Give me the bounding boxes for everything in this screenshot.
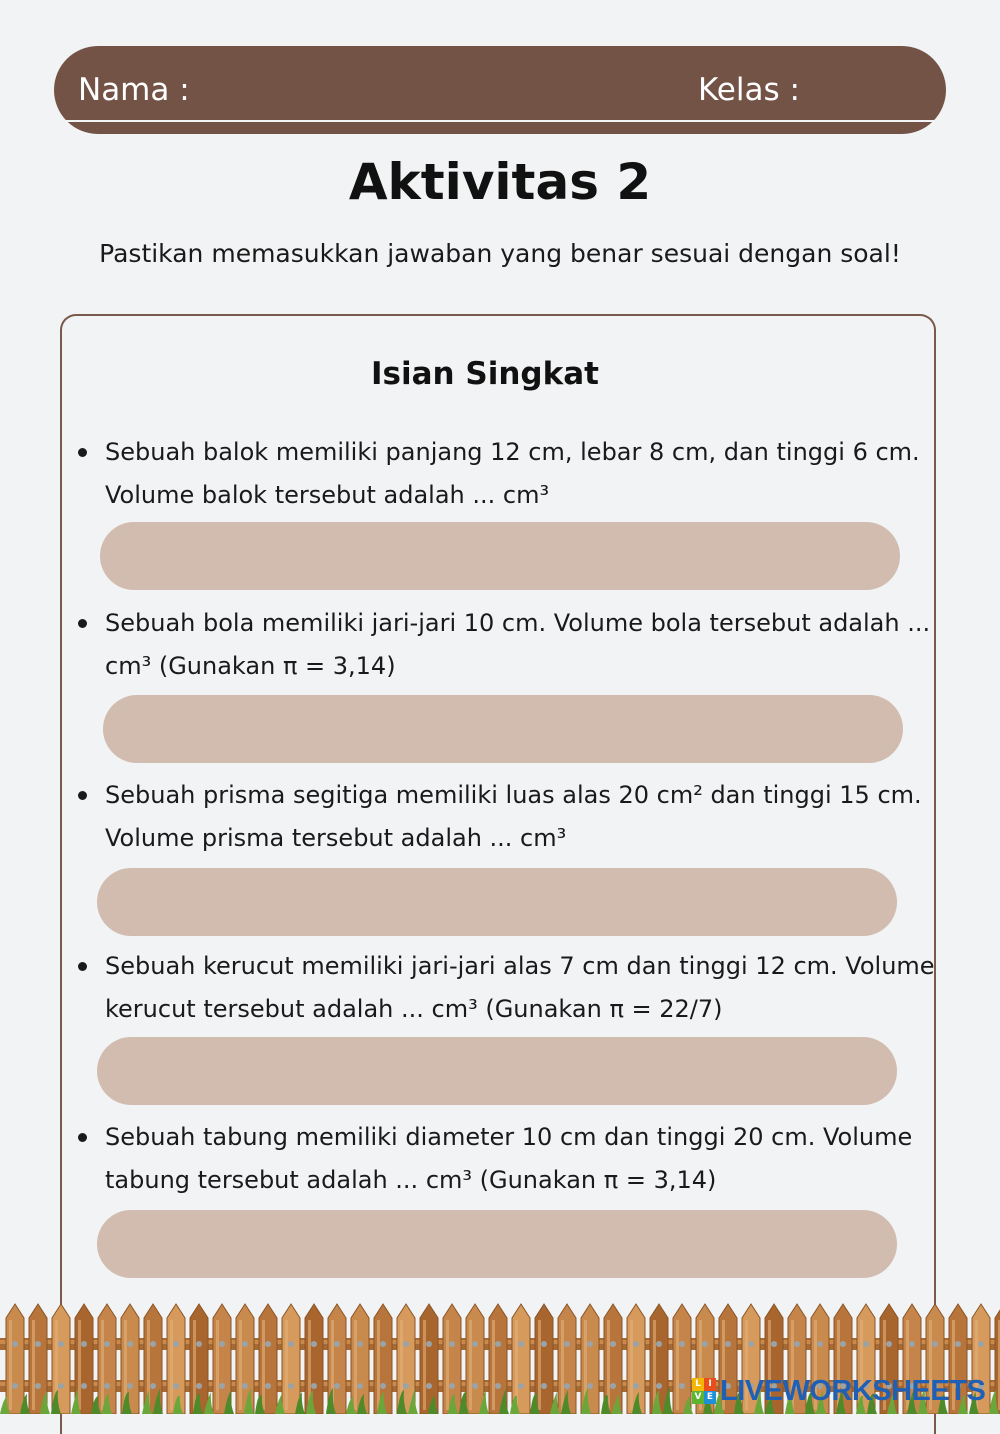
fence-nail (587, 1341, 593, 1347)
fence-nail (12, 1341, 18, 1347)
fence-nail (426, 1383, 432, 1389)
question-text: Sebuah tabung memiliki diameter 10 cm dan tinggi 20 cm. Volume tabung tersebut adalah ... cm³ (Gunakan π = 3,14) (105, 1123, 913, 1194)
fence-picket-highlight (32, 1320, 35, 1410)
fence-picket (627, 1304, 645, 1414)
fence-nail (656, 1383, 662, 1389)
fence-nail (380, 1341, 386, 1347)
fence-picket-highlight (216, 1320, 219, 1410)
section-title: Isian Singkat (371, 356, 599, 392)
fence-picket-highlight (170, 1320, 173, 1410)
fence-nail (932, 1341, 938, 1347)
fence-nail (449, 1383, 455, 1389)
question-text: Sebuah kerucut memiliki jari-jari alas 7 cm dan tinggi 12 cm. Volume kerucut tersebut adalah ... cm³ (Gunakan π = 22/7) (105, 952, 935, 1023)
fence-picket-highlight (239, 1320, 242, 1410)
question-item (78, 774, 948, 860)
answer-input-2[interactable] (103, 695, 903, 763)
fence-nail (725, 1341, 731, 1347)
answer-input-4[interactable] (97, 1037, 897, 1105)
fence-nail (472, 1341, 478, 1347)
page-title: Aktivitas 2 (348, 153, 652, 211)
fence-picket (420, 1304, 438, 1414)
fence-nail (242, 1341, 248, 1347)
name-label: Nama : (78, 72, 190, 108)
fence-nail (357, 1383, 363, 1389)
fence-nail (794, 1341, 800, 1347)
question-item (78, 1116, 948, 1202)
fence-picket-highlight (354, 1320, 357, 1410)
fence-picket-highlight (538, 1320, 541, 1410)
fence-nail (104, 1383, 110, 1389)
fence-nail (587, 1383, 593, 1389)
fence-picket (121, 1304, 139, 1414)
fence-nail (955, 1341, 961, 1347)
fence-picket (236, 1304, 254, 1414)
fence-picket-highlight (469, 1320, 472, 1410)
liveworksheets-watermark (692, 1374, 985, 1408)
fence-picket (167, 1304, 185, 1414)
fence-nail (702, 1341, 708, 1347)
fence-nail (173, 1341, 179, 1347)
fence-picket-highlight (285, 1320, 288, 1410)
fence-picket (466, 1304, 484, 1414)
fence-nail (242, 1383, 248, 1389)
question-text: Sebuah balok memiliki panjang 12 cm, lebar 8 cm, dan tinggi 6 cm. Volume balok tersebut adalah ... cm³ (105, 438, 920, 509)
fence-picket (305, 1304, 323, 1414)
fence-nail (403, 1341, 409, 1347)
fence-nail (196, 1383, 202, 1389)
fence-nail (748, 1341, 754, 1347)
fence-picket-highlight (676, 1320, 679, 1410)
fence-nail (12, 1383, 18, 1389)
fence-picket (535, 1304, 553, 1414)
fence-nail (495, 1383, 501, 1389)
question-text: Sebuah prisma segitiga memiliki luas alas 20 cm² dan tinggi 15 cm. Volume prisma tersebut adalah ... cm³ (105, 781, 922, 852)
fence-nail (679, 1383, 685, 1389)
fence-picket (673, 1304, 691, 1414)
fence-picket-highlight (653, 1320, 656, 1410)
fence-nail (311, 1341, 317, 1347)
fence-nail (288, 1341, 294, 1347)
class-label: Kelas : (698, 72, 800, 108)
fence-nail (541, 1383, 547, 1389)
fence-nail (564, 1383, 570, 1389)
answer-input-5[interactable] (97, 1210, 897, 1278)
question-item (78, 431, 948, 517)
fence-nail (380, 1383, 386, 1389)
bullet-icon (78, 619, 87, 628)
fence-nail (771, 1341, 777, 1347)
fence-nail (633, 1383, 639, 1389)
fence-nail (35, 1383, 41, 1389)
fence-nail (610, 1341, 616, 1347)
fence-nail (58, 1383, 64, 1389)
fence-nail (219, 1383, 225, 1389)
fence-nail (426, 1341, 432, 1347)
fence-picket (351, 1304, 369, 1414)
fence-picket-highlight (561, 1320, 564, 1410)
fence-nail (656, 1341, 662, 1347)
fence-nail (978, 1341, 984, 1347)
fence-nail (564, 1341, 570, 1347)
fence-nail (334, 1383, 340, 1389)
fence-nail (840, 1341, 846, 1347)
fence-nail (403, 1383, 409, 1389)
fence-nail (633, 1341, 639, 1347)
fence-picket-highlight (262, 1320, 265, 1410)
fence-nail (449, 1341, 455, 1347)
fence-picket-highlight (78, 1320, 81, 1410)
fence-nail (104, 1341, 110, 1347)
fence-nail (334, 1341, 340, 1347)
fence-nail (909, 1341, 915, 1347)
fence-picket-highlight (630, 1320, 633, 1410)
fence-nail (518, 1341, 524, 1347)
question-item (78, 602, 948, 688)
fence-picket-highlight (423, 1320, 426, 1410)
fence-nail (81, 1341, 87, 1347)
fence-nail (886, 1341, 892, 1347)
liveworksheets-logo-icon: L I V E (692, 1378, 716, 1404)
fence-nail (357, 1341, 363, 1347)
fence-nail (150, 1341, 156, 1347)
header-divider (62, 120, 938, 122)
fence-picket-highlight (9, 1320, 12, 1410)
fence-nail (35, 1341, 41, 1347)
fence-picket (650, 1304, 668, 1414)
bullet-icon (78, 791, 87, 800)
fence-picket-highlight (446, 1320, 449, 1410)
fence-picket-highlight (193, 1320, 196, 1410)
fence-nail (219, 1341, 225, 1347)
fence-nail (863, 1341, 869, 1347)
fence-picket (282, 1304, 300, 1414)
fence-nail (518, 1383, 524, 1389)
fence-nail (127, 1341, 133, 1347)
answer-input-1[interactable] (100, 522, 900, 590)
fence-nail (58, 1341, 64, 1347)
bullet-icon (78, 962, 87, 971)
fence-nail (265, 1383, 271, 1389)
fence-nail (288, 1383, 294, 1389)
fence-picket (6, 1304, 24, 1414)
bullet-icon (78, 1133, 87, 1142)
fence-nail (679, 1341, 685, 1347)
fence-picket-highlight (377, 1320, 380, 1410)
fence-nail (311, 1383, 317, 1389)
fence-nail (81, 1383, 87, 1389)
fence-nail (173, 1383, 179, 1389)
answer-input-3[interactable] (97, 868, 897, 936)
fence-nail (495, 1341, 501, 1347)
fence-nail (150, 1383, 156, 1389)
fence-nail (541, 1341, 547, 1347)
fence-nail (127, 1383, 133, 1389)
fence-nail (472, 1383, 478, 1389)
question-item (78, 945, 948, 1031)
fence-picket-highlight (492, 1320, 495, 1410)
bullet-icon (78, 448, 87, 457)
instruction-text: Pastikan memasukkan jawaban yang benar sesuai dengan soal! (99, 239, 901, 268)
fence-picket-highlight (101, 1320, 104, 1410)
question-text: Sebuah bola memiliki jari-jari 10 cm. Volume bola tersebut adalah ... cm³ (Gunakan π = 3,14) (105, 609, 931, 680)
fence-nail (196, 1341, 202, 1347)
fence-picket (581, 1304, 599, 1414)
fence-nail (817, 1341, 823, 1347)
fence-nail (265, 1341, 271, 1347)
fence-nail (610, 1383, 616, 1389)
watermark-text: LIVEWORKSHEETS (720, 1375, 986, 1407)
